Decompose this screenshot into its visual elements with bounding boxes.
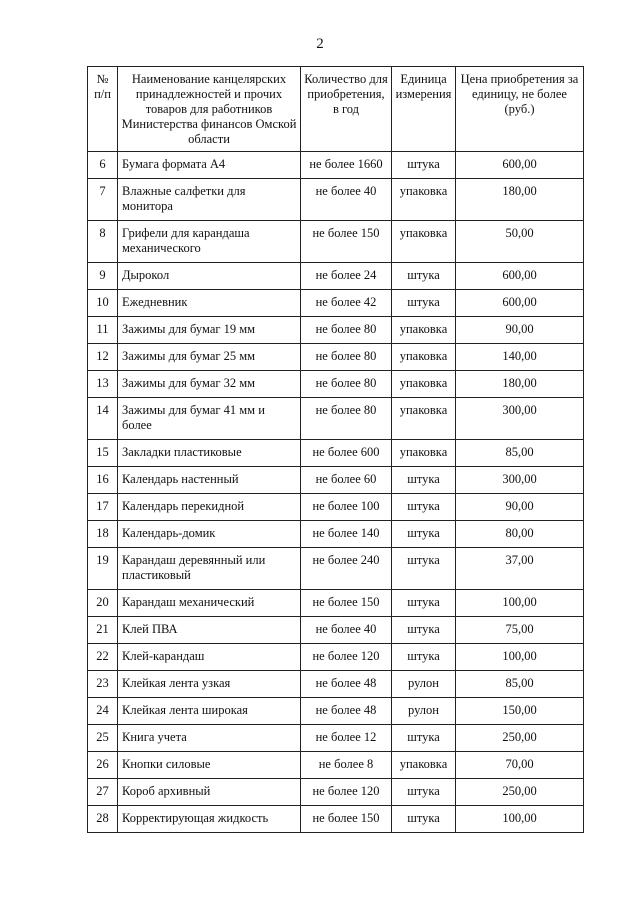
- cell-number: 20: [88, 590, 118, 617]
- cell-name: Клей ПВА: [118, 617, 301, 644]
- cell-unit: штука: [392, 548, 456, 590]
- table-row: [88, 671, 584, 698]
- cell-quantity: не более 80: [301, 398, 392, 440]
- cell-price: 90,00: [456, 317, 584, 344]
- cell-number: 17: [88, 494, 118, 521]
- cell-name: Зажимы для бумаг 32 мм: [118, 371, 301, 398]
- cell-unit: штука: [392, 644, 456, 671]
- cell-number: 21: [88, 617, 118, 644]
- cell-number: 9: [88, 263, 118, 290]
- cell-price: 70,00: [456, 752, 584, 779]
- cell-quantity: не более 100: [301, 494, 392, 521]
- cell-quantity: не более 240: [301, 548, 392, 590]
- cell-unit: упаковка: [392, 179, 456, 221]
- cell-price: 85,00: [456, 440, 584, 467]
- table-row: [88, 152, 584, 179]
- cell-unit: штука: [392, 590, 456, 617]
- cell-price: 150,00: [456, 698, 584, 725]
- cell-price: 75,00: [456, 617, 584, 644]
- cell-number: 7: [88, 179, 118, 221]
- cell-quantity: не более 150: [301, 806, 392, 833]
- table-row: [88, 548, 584, 590]
- cell-quantity: не более 42: [301, 290, 392, 317]
- cell-number: 24: [88, 698, 118, 725]
- cell-unit: штука: [392, 521, 456, 548]
- cell-price: 250,00: [456, 779, 584, 806]
- cell-number: 25: [88, 725, 118, 752]
- cell-unit: штука: [392, 725, 456, 752]
- cell-name: Грифели для карандаша механического: [118, 221, 301, 263]
- header-quantity: Количество для приобретения, в год: [301, 67, 392, 152]
- cell-name: Карандаш механический: [118, 590, 301, 617]
- cell-quantity: не более 120: [301, 779, 392, 806]
- cell-number: 6: [88, 152, 118, 179]
- cell-name: Календарь перекидной: [118, 494, 301, 521]
- table-row: [88, 317, 584, 344]
- cell-number: 10: [88, 290, 118, 317]
- cell-quantity: не более 120: [301, 644, 392, 671]
- cell-unit: штука: [392, 263, 456, 290]
- cell-name: Книга учета: [118, 725, 301, 752]
- table-row: [88, 698, 584, 725]
- table-row: [88, 344, 584, 371]
- cell-quantity: не более 40: [301, 617, 392, 644]
- cell-quantity: не более 1660: [301, 152, 392, 179]
- cell-price: 300,00: [456, 467, 584, 494]
- cell-unit: упаковка: [392, 221, 456, 263]
- procurement-table: [87, 66, 584, 833]
- cell-number: 16: [88, 467, 118, 494]
- cell-unit: штука: [392, 779, 456, 806]
- header-row: [88, 67, 584, 152]
- cell-unit: рулон: [392, 671, 456, 698]
- table-row: [88, 617, 584, 644]
- cell-quantity: не более 140: [301, 521, 392, 548]
- cell-name: Корректирующая жидкость: [118, 806, 301, 833]
- table-row: [88, 779, 584, 806]
- cell-number: 12: [88, 344, 118, 371]
- cell-quantity: не более 150: [301, 221, 392, 263]
- cell-quantity: не более 48: [301, 698, 392, 725]
- table-row: [88, 263, 584, 290]
- table-row: [88, 440, 584, 467]
- cell-price: 80,00: [456, 521, 584, 548]
- cell-price: 600,00: [456, 290, 584, 317]
- table-row: [88, 371, 584, 398]
- cell-unit: упаковка: [392, 317, 456, 344]
- header-name: Наименование канцелярских принадлежностей и прочих товаров для работников Министерства финансов Омской области: [118, 67, 301, 152]
- cell-unit: упаковка: [392, 440, 456, 467]
- cell-number: 8: [88, 221, 118, 263]
- cell-unit: упаковка: [392, 371, 456, 398]
- cell-price: 180,00: [456, 179, 584, 221]
- cell-name: Закладки пластиковые: [118, 440, 301, 467]
- cell-name: Зажимы для бумаг 25 мм: [118, 344, 301, 371]
- cell-price: 100,00: [456, 590, 584, 617]
- cell-price: 85,00: [456, 671, 584, 698]
- cell-number: 11: [88, 317, 118, 344]
- header-number: № п/п: [88, 67, 118, 152]
- cell-number: 13: [88, 371, 118, 398]
- cell-price: 37,00: [456, 548, 584, 590]
- cell-quantity: не более 600: [301, 440, 392, 467]
- cell-price: 180,00: [456, 371, 584, 398]
- table-row: [88, 290, 584, 317]
- cell-number: 22: [88, 644, 118, 671]
- page-number: 2: [316, 36, 324, 52]
- cell-price: 250,00: [456, 725, 584, 752]
- cell-price: 140,00: [456, 344, 584, 371]
- table-body: [88, 152, 584, 833]
- cell-quantity: не более 80: [301, 371, 392, 398]
- cell-name: Клейкая лента узкая: [118, 671, 301, 698]
- cell-quantity: не более 60: [301, 467, 392, 494]
- cell-number: 26: [88, 752, 118, 779]
- cell-price: 100,00: [456, 644, 584, 671]
- cell-name: Бумага формата А4: [118, 152, 301, 179]
- cell-unit: штука: [392, 290, 456, 317]
- cell-price: 600,00: [456, 263, 584, 290]
- cell-quantity: не более 150: [301, 590, 392, 617]
- cell-unit: рулон: [392, 698, 456, 725]
- cell-name: Зажимы для бумаг 41 мм и более: [118, 398, 301, 440]
- cell-price: 100,00: [456, 806, 584, 833]
- cell-number: 18: [88, 521, 118, 548]
- cell-quantity: не более 8: [301, 752, 392, 779]
- cell-number: 14: [88, 398, 118, 440]
- cell-quantity: не более 24: [301, 263, 392, 290]
- cell-name: Клейкая лента широкая: [118, 698, 301, 725]
- cell-name: Зажимы для бумаг 19 мм: [118, 317, 301, 344]
- table-row: [88, 467, 584, 494]
- table-row: [88, 398, 584, 440]
- table-row: [88, 494, 584, 521]
- cell-quantity: не более 12: [301, 725, 392, 752]
- cell-name: Короб архивный: [118, 779, 301, 806]
- cell-unit: штука: [392, 494, 456, 521]
- cell-number: 28: [88, 806, 118, 833]
- cell-unit: штука: [392, 806, 456, 833]
- cell-number: 19: [88, 548, 118, 590]
- cell-unit: упаковка: [392, 344, 456, 371]
- table-row: [88, 221, 584, 263]
- header-price: Цена приобретения за единицу, не более (руб.): [456, 67, 584, 152]
- cell-name: Карандаш деревянный или пластиковый: [118, 548, 301, 590]
- cell-unit: штука: [392, 467, 456, 494]
- table-row: [88, 725, 584, 752]
- cell-price: 90,00: [456, 494, 584, 521]
- cell-price: 300,00: [456, 398, 584, 440]
- table-row: [88, 644, 584, 671]
- table-row: [88, 806, 584, 833]
- cell-name: Ежедневник: [118, 290, 301, 317]
- cell-quantity: не более 40: [301, 179, 392, 221]
- header-unit: Единица измерения: [392, 67, 456, 152]
- cell-quantity: не более 80: [301, 317, 392, 344]
- cell-unit: упаковка: [392, 398, 456, 440]
- cell-quantity: не более 48: [301, 671, 392, 698]
- cell-name: Календарь настенный: [118, 467, 301, 494]
- cell-price: 600,00: [456, 152, 584, 179]
- cell-unit: упаковка: [392, 752, 456, 779]
- cell-number: 15: [88, 440, 118, 467]
- cell-name: Клей-карандаш: [118, 644, 301, 671]
- table-header: [88, 67, 584, 152]
- cell-name: Дырокол: [118, 263, 301, 290]
- table-row: [88, 752, 584, 779]
- cell-name: Календарь-домик: [118, 521, 301, 548]
- table-row: [88, 590, 584, 617]
- cell-quantity: не более 80: [301, 344, 392, 371]
- table-row: [88, 179, 584, 221]
- cell-price: 50,00: [456, 221, 584, 263]
- cell-name: Кнопки силовые: [118, 752, 301, 779]
- cell-name: Влажные салфетки для монитора: [118, 179, 301, 221]
- cell-unit: штука: [392, 617, 456, 644]
- table-row: [88, 521, 584, 548]
- cell-number: 23: [88, 671, 118, 698]
- cell-number: 27: [88, 779, 118, 806]
- cell-unit: штука: [392, 152, 456, 179]
